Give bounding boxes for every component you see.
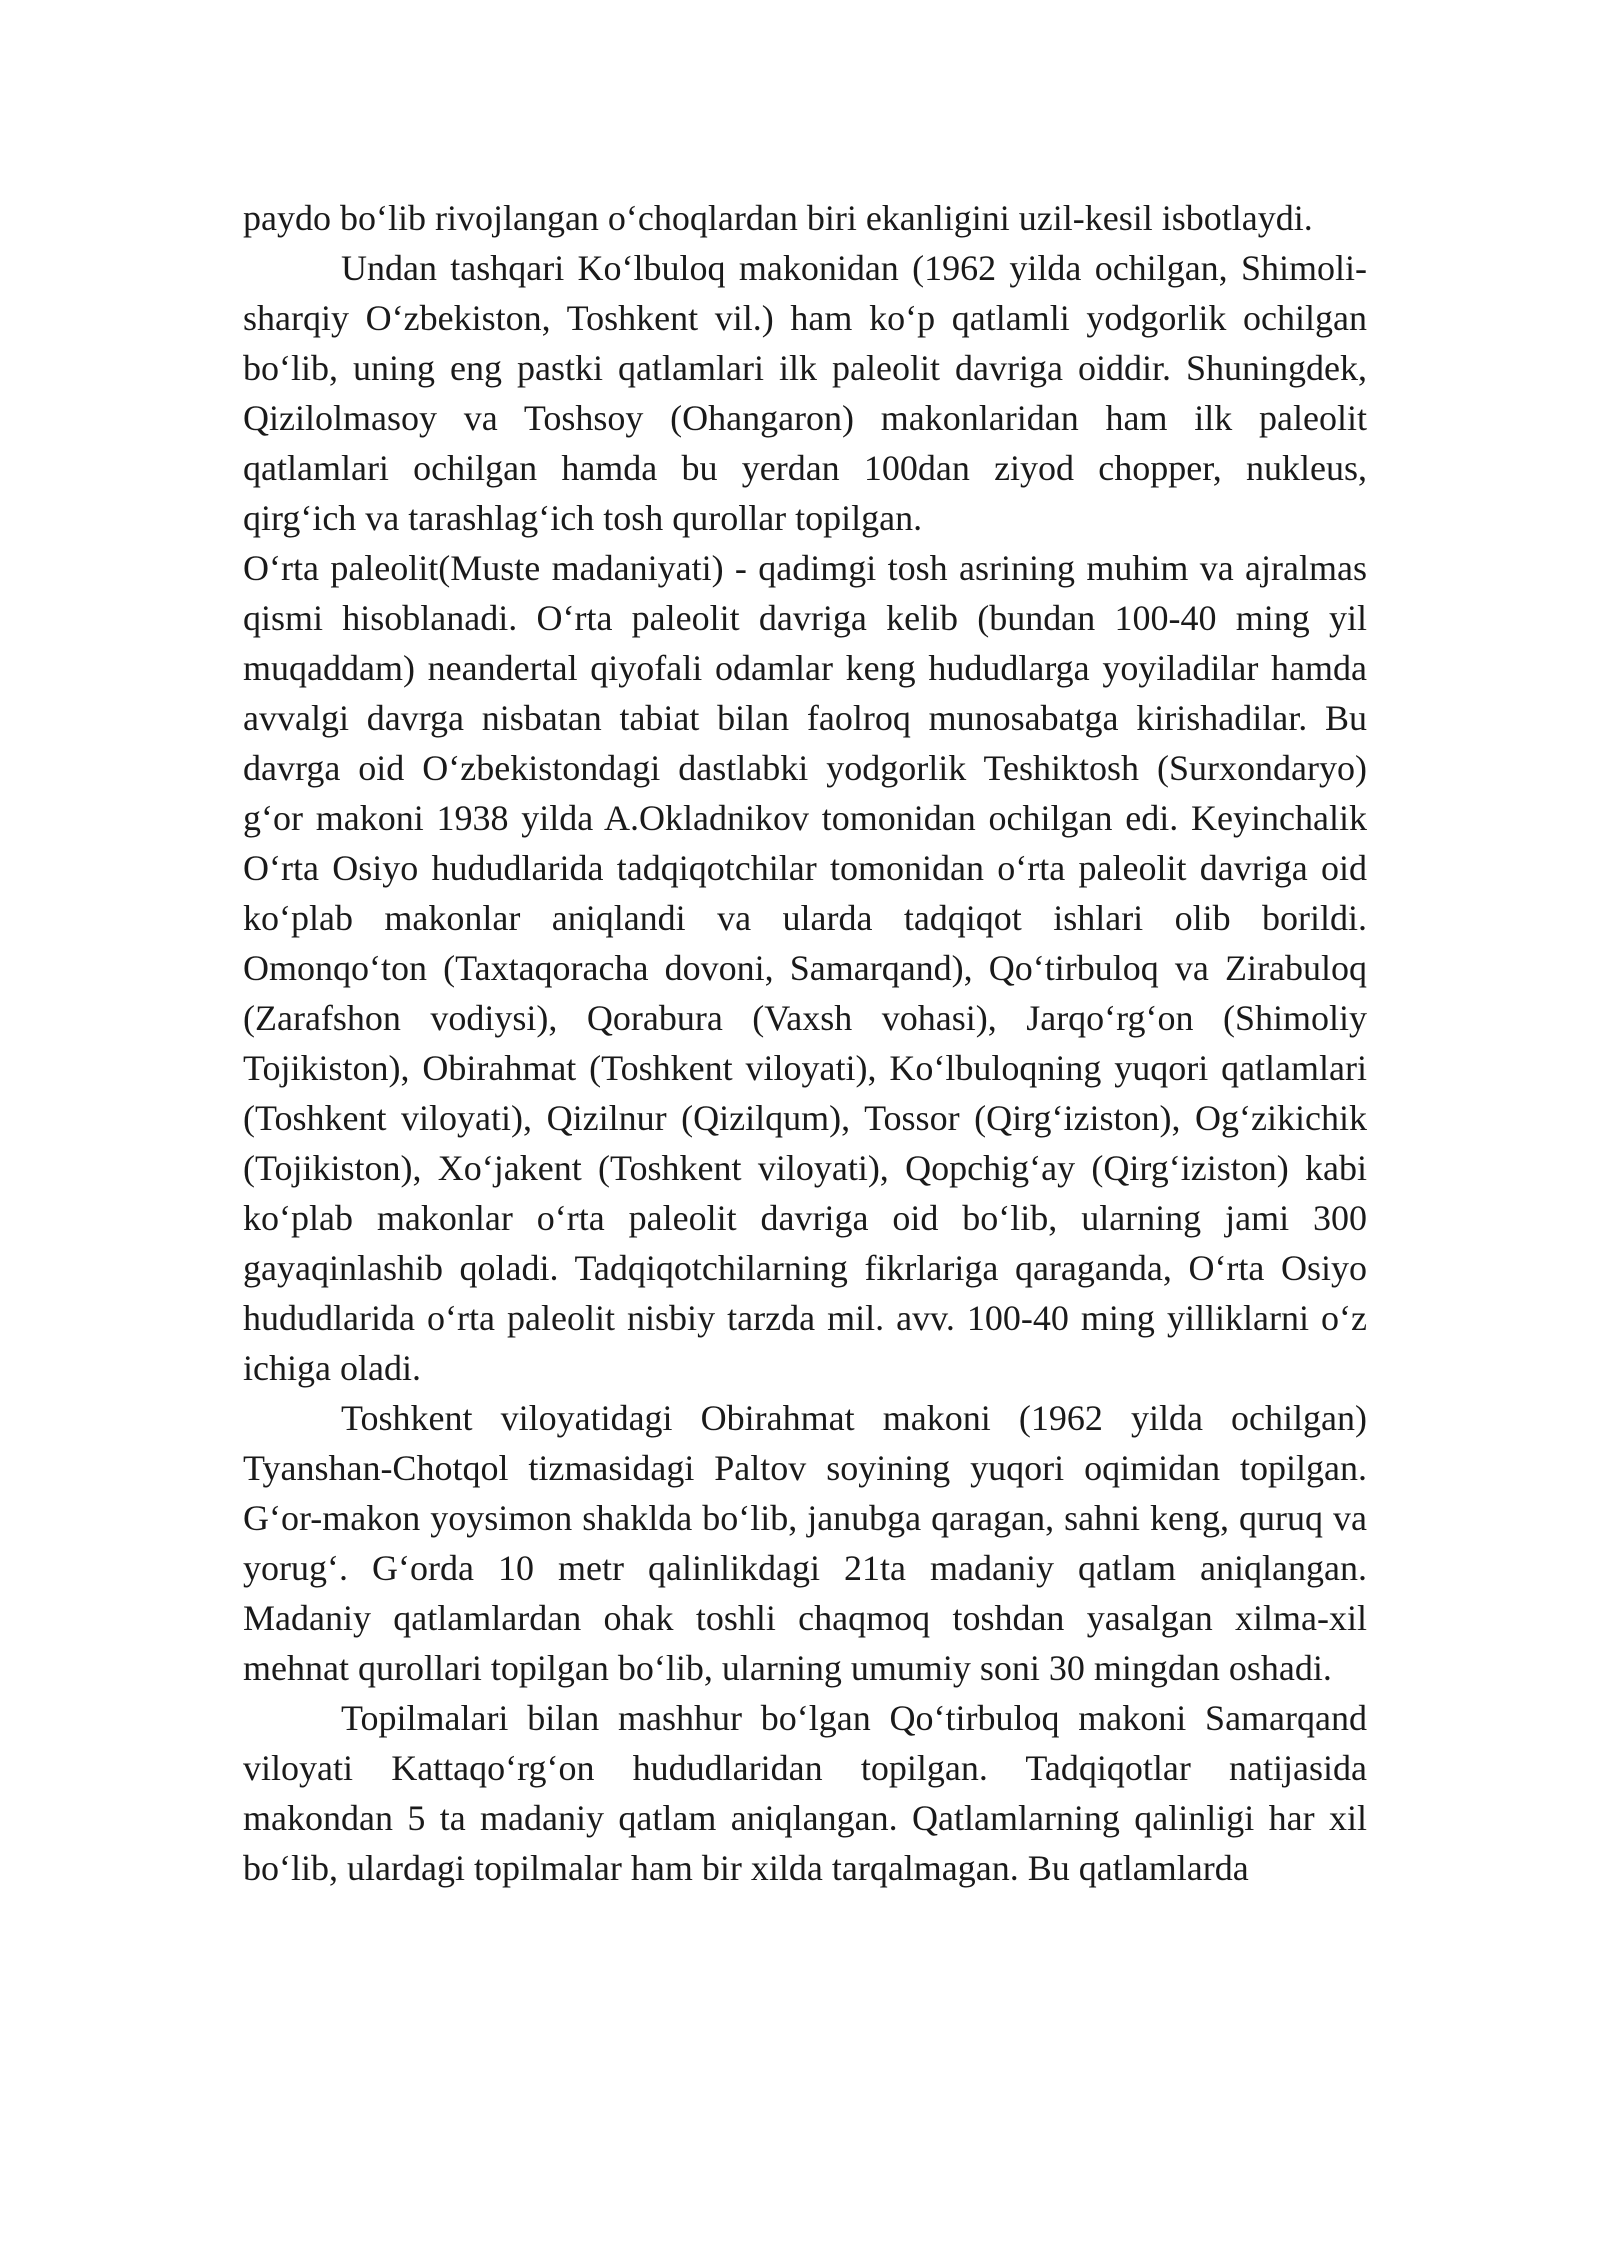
paragraph-5: Topilmalari bilan mashhur boʻlgan Qoʻtirbuloq makoni Samarqand viloyati Kattaqoʻrgʻon hududlaridan topilgan. Tadqiqotlar natijasida makondan 5 ta madaniy qatlam aniqlangan. Qatlamlarning qalinligi har xil boʻlib, ulardagi topilmalar ham bir xilda tarqalmagan. Bu qatlamlarda xyxy=(243,1698,1367,1888)
paragraph-3: Oʻrta paleolit(Muste madaniyati) - qadimgi tosh asrining muhim va ajralmas qismi hisoblanadi. Oʻrta paleolit davriga kelib (bundan 100-40 ming yil muqaddam) neandertal qiyofali odamlar keng hududlarga yoyiladilar hamda avvalgi davrga nisbatan tabiat bilan faolroq munosabatga kirishadilar. Bu davrga oid Oʻzbekistondagi dastlabki yodgorlik Teshiktosh (Surxondaryo) gʻor makoni 1938 yilda A.Okladnikov tomonidan ochilgan edi. Keyinchalik Oʻrta Osiyo hududlarida tadqiqotchilar tomonidan oʻrta paleolit davriga oid koʻplab makonlar aniqlandi va ularda tadqiqot ishlari olib borildi. Omonqoʻton (Taxtaqoracha dovoni, Samarqand), Qoʻtirbuloq va Zirabuloq (Zarafshon vodiysi), Qorabura (Vaxsh vohasi), Jarqoʻrgʻon (Shimoliy Tojikiston), Obirahmat (Toshkent viloyati), Koʻlbuloqning yuqori qatlamlari (Toshkent viloyati), Qizilnur (Qizilqum), Tossor (Qirgʻiziston), Ogʻzikichik (Tojikiston), Xoʻjakent (Toshkent viloyati), Qopchigʻay (Qirgʻiziston) kabi koʻplab makonlar oʻrta paleolit davriga oid boʻlib, ularning jami 300 gayaqinlashib qoladi. Tadqiqotchilarning fikrlariga qaraganda, Oʻrta Osiyo hududlarida oʻrta paleolit nisbiy tarzda mil. avv. 100-40 ming yilliklarni oʻz ichiga oladi. xyxy=(243,548,1367,1388)
paragraph-1: paydo boʻlib rivojlangan oʻchoqlardan biri ekanligini uzil-kesil isbotlaydi. xyxy=(243,198,1313,238)
paragraph-4: Toshkent viloyatidagi Obirahmat makoni (1962 yilda ochilgan) Tyanshan-Chotqol tizmasidagi Paltov soyining yuqori oqimidan topilgan. Gʻor-makon yoysimon shaklda boʻlib, janubga qaragan, sahni keng, quruq va yorugʻ. Gʻorda 10 metr qalinlikdagi 21ta madaniy qatlam aniqlangan. Madaniy qatlamlardan ohak toshli chaqmoq toshdan yasalgan xilma-xil mehnat qurollari topilgan boʻlib, ularning umumiy soni 30 mingdan oshadi. xyxy=(243,1398,1367,1688)
body-text xyxy=(243,193,1367,1893)
paragraph-2: Undan tashqari Koʻlbuloq makonidan (1962 yilda ochilgan, Shimoli-sharqiy Oʻzbekiston, Toshkent vil.) ham koʻp qatlamli yodgorlik ochilgan boʻlib, uning eng pastki qatlamlari ilk paleolit davriga oiddir. Shuningdek, Qizilolmasoy va Toshsoy (Ohangaron) makonlaridan ham ilk paleolit qatlamlari ochilgan hamda bu yerdan 100dan ziyod chopper, nukleus, qirgʻich va tarashlagʻich tosh qurollar topilgan. xyxy=(243,248,1367,538)
